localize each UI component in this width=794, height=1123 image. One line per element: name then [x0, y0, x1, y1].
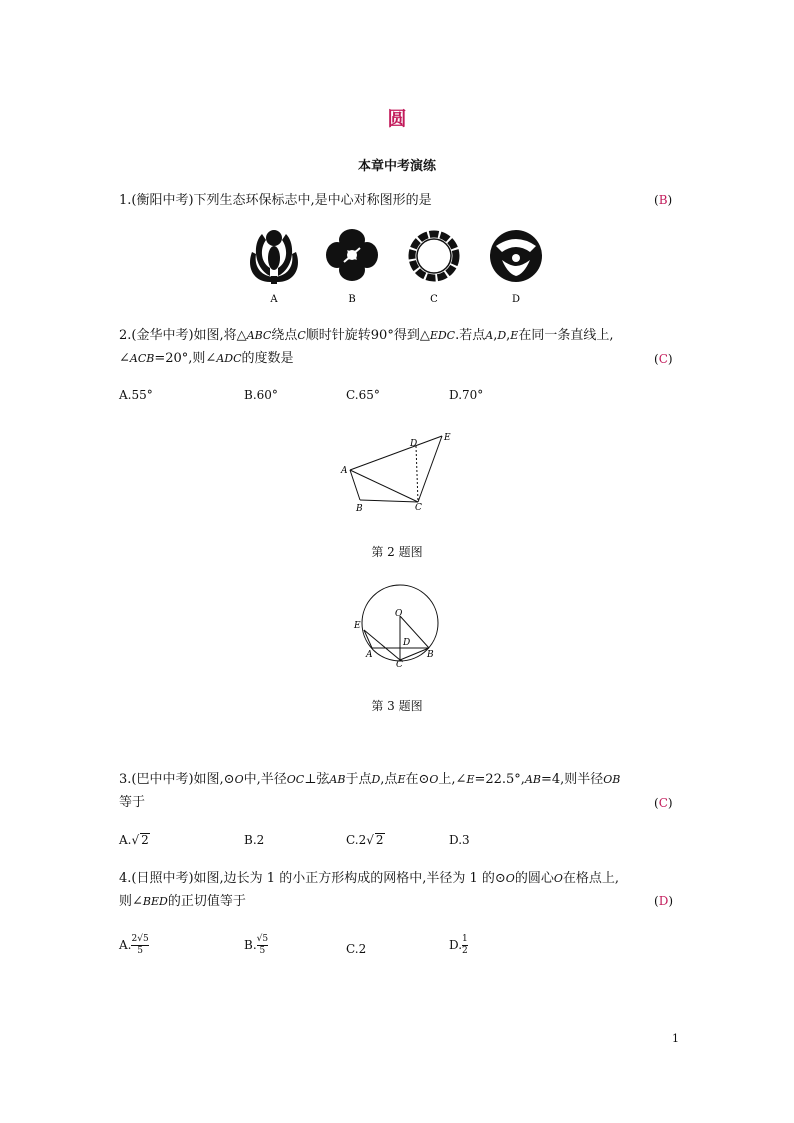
question-4-text: 4.(日照中考)如图,边长为 1 的小正方形构成的网格中,半径为 1 的⊙O的圆心O在格点上, 则∠BED的正切值等于 — [119, 871, 619, 909]
question-2-answer: (C) — [654, 352, 673, 366]
fig2-label-c: C — [415, 503, 422, 513]
question-2-option-a: A.55° — [119, 388, 153, 402]
fig3-label-b: B — [427, 650, 434, 660]
question-4-answer: (D) — [654, 894, 673, 908]
question-4-option-d: D. $\frac{1}{2}$ — [449, 934, 468, 956]
fig2-label-b: B — [356, 504, 363, 514]
question-4-option-b: B. $\frac{√5}{5}$ — [244, 934, 269, 956]
page-title: 圆 — [387, 108, 407, 130]
question-3-option-b: B.2 — [244, 833, 265, 847]
fig2-label-a: A — [341, 466, 348, 476]
question-3-option-a: A.√ 2 — [119, 833, 149, 847]
question-4-option-c: C.2 — [346, 942, 367, 956]
question-2-figure — [336, 428, 460, 518]
question-3-option-d: D.3 — [449, 833, 470, 847]
section-subtitle: 本章中考演练 — [357, 159, 436, 174]
figure-3-caption: 第 3 题图 — [371, 699, 423, 713]
symbol-label-d: D — [511, 294, 521, 305]
question-2-option-c: C.65° — [346, 388, 380, 402]
question-3-figure — [348, 578, 448, 670]
question-3-answer: (C) — [654, 796, 673, 810]
fig2-label-e: E — [444, 433, 451, 443]
symbol-label-b: B — [348, 294, 356, 305]
question-1-symbols — [240, 224, 560, 306]
page-number: 1 — [672, 1032, 679, 1045]
symbol-label-c: C — [430, 294, 438, 305]
question-3-option-c: C.2√ 2 — [346, 833, 384, 847]
fig2-label-d: D — [410, 439, 418, 449]
question-2-text: 2.(金华中考)如图,将△ABC绕点C顺时针旋转90°得到△EDC.若点A,D,E在同一条直线上, ∠ACB=20°,则∠ADC的度数是 — [119, 328, 614, 366]
question-3-text: 3.(巴中中考)如图,⊙O中,半径OC⊥弦AB于点D,点E在⊙O上,∠E=22.5°,AB=4,则半径OB 等于 — [119, 772, 621, 810]
symbol-b-icon — [326, 229, 378, 281]
fig3-label-e: E — [354, 621, 361, 631]
figure-2-caption: 第 2 题图 — [371, 545, 423, 559]
symbol-a-icon — [250, 230, 298, 284]
fig3-label-d: D — [403, 638, 411, 648]
question-4-option-a: A. $\frac{2√5}{5}$ — [119, 934, 149, 956]
symbol-label-a: A — [270, 294, 278, 305]
symbol-d-icon — [490, 230, 542, 282]
fig3-label-a: A — [366, 650, 373, 660]
fig3-label-o: O — [395, 609, 403, 619]
fig3-label-c: C — [396, 660, 403, 670]
question-2-option-d: D.70° — [449, 388, 484, 402]
question-1-text: 1.(衡阳中考)下列生态环保标志中,是中心对称图形的是 — [119, 193, 432, 208]
question-1-answer: (B) — [654, 193, 673, 207]
symbol-c-icon — [412, 234, 456, 278]
question-2-option-b: B.60° — [244, 388, 278, 402]
